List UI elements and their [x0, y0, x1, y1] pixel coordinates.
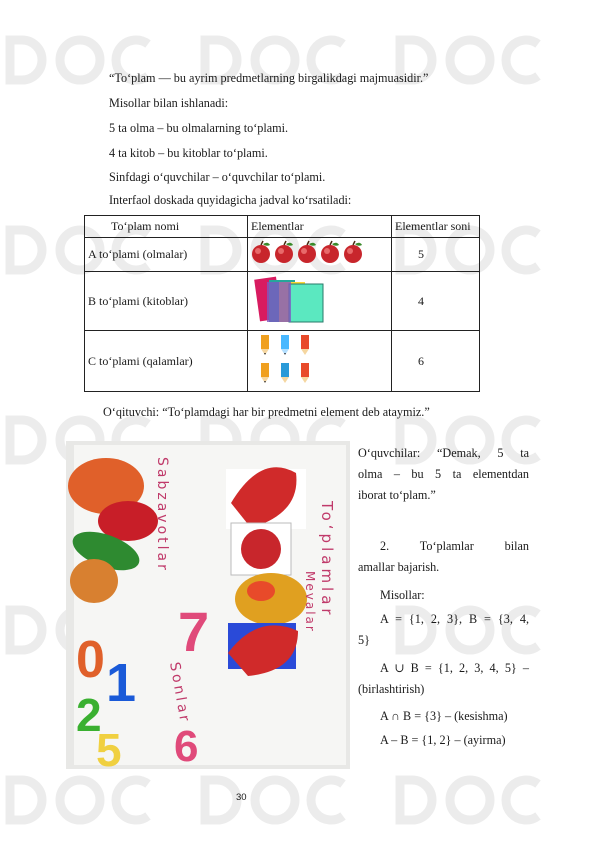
- examples-label: Misollar:: [380, 588, 425, 602]
- intro-line: Interfaol doskada quyidagicha jadval ko‘rsatiladi:: [109, 193, 352, 207]
- element-count: 6: [392, 331, 480, 392]
- poster-label-fruits: Mevalar: [303, 571, 317, 633]
- table-header-row: [85, 216, 480, 238]
- sets-table: [84, 215, 480, 392]
- book-icon: [251, 272, 331, 326]
- table-header: To‘plam nomi: [85, 216, 248, 238]
- set-definition: A = {1, 2, 3}, B = {3, 4, 5}: [358, 612, 529, 647]
- svg-text:1: 1: [106, 653, 137, 713]
- set-name: C to‘plami (qalamlar): [85, 331, 248, 392]
- intersection-example: A ∩ B = {3} – (kesishma): [380, 709, 508, 723]
- page-number: 30: [236, 792, 247, 803]
- svg-text:7: 7: [178, 600, 210, 663]
- pencil-icon: [251, 331, 311, 387]
- student-quote: O‘quvchilar: “Demak, 5 ta olma – bu 5 ta elementdan iborat to‘plam.”: [358, 446, 529, 502]
- element-count: 5: [392, 238, 480, 272]
- apple-icon: [251, 240, 371, 266]
- table-row: [85, 272, 480, 331]
- set-name: B to‘plami (kitoblar): [85, 272, 248, 331]
- set-name: A to‘plami (olmalar): [85, 238, 248, 272]
- intro-line: Misollar bilan ishlanadi:: [109, 96, 229, 110]
- teacher-line: O‘qituvchi: “To‘plamdagi har bir predmetni element deb ataymiz.”: [103, 405, 430, 419]
- poster-label-numbers: Sonlar: [166, 660, 193, 726]
- poster-label-sets: To‘plamlar: [318, 501, 336, 619]
- difference-example: A – B = {1, 2} – (ayirma): [380, 733, 506, 747]
- svg-text:5: 5: [96, 724, 122, 769]
- intro-line: Sinfdagi o‘quvchilar – o‘quvchilar to‘plami.: [109, 170, 326, 184]
- section-title: 2. To‘plamlar bilan amallar bajarish.: [358, 539, 529, 574]
- elements-cell: [248, 272, 392, 331]
- element-count: 4: [392, 272, 480, 331]
- table-header: Elementlar soni: [392, 216, 480, 238]
- svg-text:0: 0: [76, 631, 105, 689]
- intro-line: 4 ta kitob – bu kitoblar to‘plami.: [109, 146, 268, 160]
- intro-line: “To‘plam — bu ayrim predmetlarning birgalikdagi majmuasidir.”: [109, 71, 429, 85]
- poster-illustration: [66, 441, 350, 769]
- svg-text:2: 2: [76, 689, 102, 741]
- union-example: A ∪ B = {1, 2, 3, 4, 5} – (birlashtirish): [358, 661, 529, 696]
- elements-cell: [248, 331, 392, 392]
- table-row: [85, 238, 480, 272]
- intro-line: 5 ta olma – bu olmalarning to‘plami.: [109, 121, 289, 135]
- elements-cell: [248, 238, 392, 272]
- svg-text:6: 6: [174, 722, 199, 769]
- table-row: [85, 331, 480, 392]
- classroom-poster-photo: [66, 441, 350, 769]
- poster-label-vegetables: Sabzavotlar: [154, 457, 170, 573]
- table-header: Elementlar: [248, 216, 392, 238]
